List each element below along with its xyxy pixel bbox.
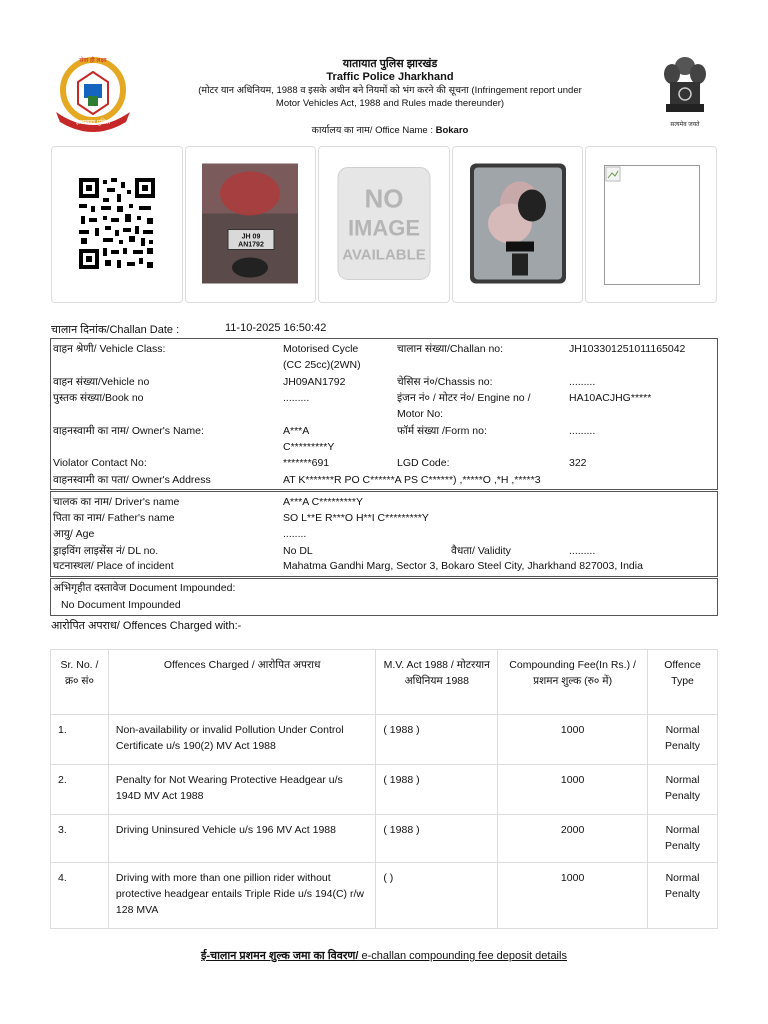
validity-label: वैधता/ Validity [451,545,511,557]
row-offence: Driving with more than one pillion rider without protective headgear entails Triple Ride u/s 194(C) r/w 128 MVA [108,863,375,929]
header-offence: Offences Charged / आरोपित अपराध [108,650,375,715]
row-fee: 1000 [498,765,648,815]
engine-label-1: इंजन नं० / मोटर नं०/ Engine no / [397,392,531,404]
office-name-row [150,124,630,137]
row-sr: 3. [51,815,109,863]
driver-details-box [50,491,718,577]
validity-value: ......... [569,545,596,557]
father-name-label: पिता का नाम/ Father's name [53,512,175,524]
vehicle-no-label: वाहन संख्या/Vehicle no [53,376,150,388]
table-row [51,863,718,929]
age-value: ........ [283,528,307,540]
owner-name-label: वाहनस्वामी का नाम/ Owner's Name: [53,425,204,437]
vehicle-details-box [50,338,718,490]
header-fee: Compounding Fee(In Rs.) / प्रशमन शुल्क (रु० में) [498,650,648,715]
book-no-value: ......... [283,392,310,404]
documents-label: अभिगृहीत दस्तावेज Document Impounded: [53,582,236,594]
owner-name-value-1: A***A [283,425,310,437]
subtitle-line1: (मोटर यान अधिनियम, 1988 व इसके अधीन बने नियमों को भंग करने की सूचना (Infringement report under [198,85,582,96]
plate-text-1: JH 09 [242,233,261,240]
vehicle-class-value-1: Motorised Cycle [283,343,359,355]
row-offence: Penalty for Not Wearing Protective Headgear u/s 194D MV Act 1988 [108,765,375,815]
subtitle-line2: Motor Vehicles Act, 1988 and Rules made thereunder) [275,98,505,109]
office-label: कार्यालय का नाम/ Office Name : [311,125,433,136]
evidence-photo-2[interactable] [452,146,584,303]
table-header-row [51,650,718,715]
row-type: Normal Penalty [648,815,718,863]
logo-motto: सेवा ही लक्ष्य [79,58,107,64]
table-row [51,715,718,765]
row-offence: Non-availability or invalid Pollution Under Control Certificate u/s 190(2) MV Act 1988 [108,715,375,765]
no-image-line1: NO [364,183,404,213]
row-fee: 1000 [498,863,648,929]
no-image-placeholder [336,165,432,284]
evidence-photo-1[interactable] [185,146,317,303]
documents-value: No Document Impounded [61,599,181,611]
header-mv-act: M.V. Act 1988 / मोटरयान अधिनियम 1988 [376,650,498,715]
contact-value: *******691 [283,457,330,469]
national-emblem-icon [658,52,712,132]
vehicle-class-value-2: (CC 25cc)(2WN) [283,359,361,371]
row-type: Normal Penalty [648,715,718,765]
dl-no-label: ड्राइविंग लाइसेंस नं/ DL no. [53,545,159,557]
place-label: घटनास्थल/ Place of incident [53,560,174,572]
no-image-line3: AVAILABLE [342,246,426,263]
row-type: Normal Penalty [648,863,718,929]
row-sr: 4. [51,863,109,929]
row-type: Normal Penalty [648,765,718,815]
chassis-value: ......... [569,376,596,388]
emblem-text: सत्यमेव जयते [670,122,700,128]
table-row [51,765,718,815]
documents-impounded-box [50,578,718,616]
row-fee: 1000 [498,715,648,765]
row-act: ( 1988 ) [376,815,498,863]
header-sr-no: Sr. No. / क्र० सं० [51,650,109,715]
row-fee: 2000 [498,815,648,863]
offences-charged-label: आरोपित अपराध/ Offences Charged with:- [51,620,242,632]
qr-code-cell [51,146,183,303]
row-offence: Driving Uninsured Vehicle u/s 196 MV Act 1988 [108,815,375,863]
book-no-label: पुस्तक संख्या/Book no [53,392,144,404]
vehicle-class-label: वाहन श्रेणी/ Vehicle Class: [53,343,166,355]
contact-label: Violator Contact No: [53,457,147,469]
evidence-photo-strip [50,146,718,303]
form-no-value: ......... [569,425,596,437]
no-image-line2: IMAGE [347,215,421,240]
engine-value: HA10ACJHG***** [569,392,652,404]
offences-table [50,649,718,929]
lgd-code-label: LGD Code: [397,457,450,469]
challan-no-label: चालान संख्या/Challan no: [397,343,504,355]
owner-address-value: AT K*******R PO C******A PS C******) ,*****O ,*H ,*****3 [283,474,541,486]
title-english: Traffic Police Jharkhand [326,71,454,83]
lgd-code-value: 322 [569,457,587,469]
row-sr: 1. [51,715,109,765]
engine-label-2: Motor No: [397,408,444,420]
deposit-heading-english: e-challan compounding fee deposit details [358,950,567,962]
form-no-label: फॉर्म संख्या /Form no: [397,425,487,437]
title-hindi: यातायात पुलिस झारखंड [342,58,438,70]
deposit-details-heading [0,948,768,963]
qr-code-icon[interactable] [77,176,157,274]
broken-image-icon [604,165,700,288]
row-act: ( 1988 ) [376,765,498,815]
office-name: Bokaro [435,125,469,136]
age-label: आयु/ Age [53,528,95,540]
driver-name-value: A***A C*********Y [283,496,363,508]
row-sr: 2. [51,765,109,815]
chassis-label: चेसिस नं०/Chassis no: [397,376,493,388]
challan-date-label: चालान दिनांक/Challan Date : [51,324,180,336]
row-act: ( 1988 ) [376,715,498,765]
challan-date-value: 11-10-2025 16:50:42 [225,322,327,334]
no-image-cell [318,146,450,303]
driver-name-label: चालक का नाम/ Driver's name [53,496,180,508]
vehicle-no-value: JH09AN1792 [283,376,346,388]
owner-name-value-2: C*********Y [283,441,335,453]
row-act: ( ) [376,863,498,929]
table-row [51,815,718,863]
logo-text: झारखण्ड पुलिस [75,120,111,126]
challan-no-value: JH103301251011165042 [569,343,686,355]
deposit-heading-hindi: ई-चालान प्रशमन शुल्क जमा का विवरण/ [201,950,359,962]
jharkhand-police-logo [50,52,136,132]
header-type: Offence Type [648,650,718,715]
father-name-value: SO L**E R***O H**I C*********Y [283,512,429,524]
document-header [0,50,768,140]
dl-no-value: No DL [283,545,313,557]
place-value: Mahatma Gandhi Marg, Sector 3, Bokaro Steel City, Jharkhand 827003, India [283,560,643,572]
plate-text-2: AN1792 [238,241,265,248]
owner-address-label: वाहनस्वामी का पता/ Owner's Address [53,474,211,486]
broken-image-cell [585,146,717,303]
